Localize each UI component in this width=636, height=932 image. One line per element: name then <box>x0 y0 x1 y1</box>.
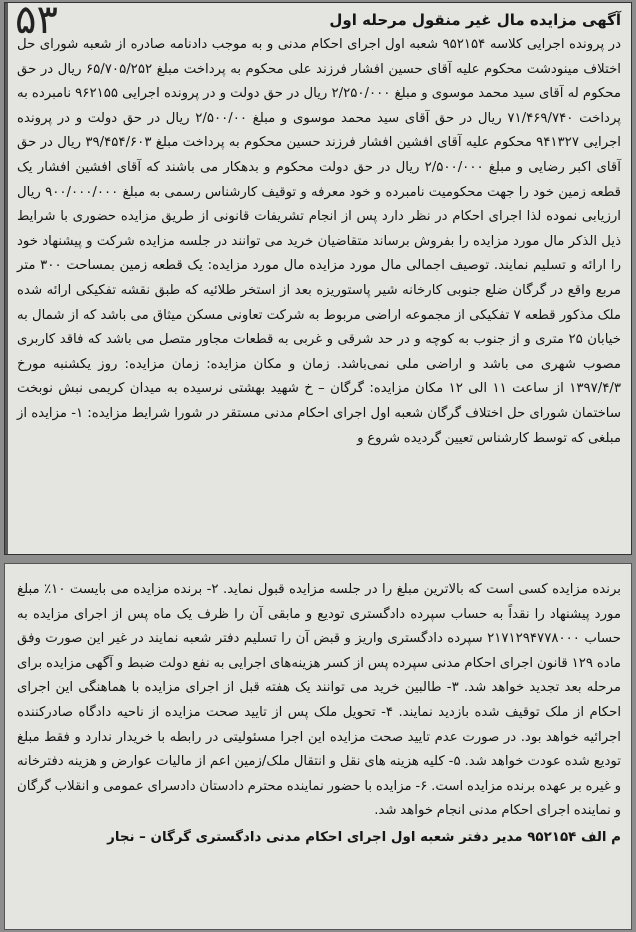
notice-body-part1: در پرونده اجرایی کلاسه ۹۵۲۱۵۴ شعبه اول اجرای احکام مدنی و به موجب دادنامه صادره از شعبه شورای حل اختلاف مینودشت محکوم علیه آقای حسین افشار فرزند علی محکوم به پرداخت مبلغ ۶۵/۷۰۵/۲۵۲ ریال در حق محکوم له آقای سید محمد موسوی و مبلغ ۲/۲۵۰/۰۰۰ ریال در حق دولت و در پرونده اجرایی ۹۶۲۱۵۵ نامبرده به پرداخت ۷۱/۴۶۹/۷۴۰ ریال در حق آقای سید محمد موسوی و مبلغ ۲/۵۰۰/۰۰ ریال در حق دولت و در پرونده اجرایی ۹۴۱۳۲۷ محکوم علیه آقای افشین افشار فرزند حسین محکوم به پرداخت مبلغ ۳۹/۴۵۴/۶۰۳ ریال در حق آقای اکبر رضایی و مبلغ ۲/۵۰۰/۰۰۰ ریال در حق دولت محکوم و بدهکار می باشند که آقای افشین افشار یک قطعه زمین خود را جهت محکومیت نامبرده و خود معرفه و توقیف کارشناس رسمی به مبلغ ۹۰۰/۰۰۰/۰۰۰ ریال ارزیابی نموده لذا اجرای احکام در نظر دارد پس از انجام تشریفات قانونی از طریق مزایده حضوری با شرایط ذیل الذکر مال مورد مزایده را بفروش برساند متقاضیان خرید می توانند در جلسه مزایده شرکت و پیشنهاد خود را ارائه و تسلیم نمایند. توصیف اجمالی مال مورد مزایده مال مورد مزایده: یک قطعه زمین بمساحت ۳۰۰ متر مربع واقع در گرگان ضلع جنوبی کارخانه شیر پاستوریزه بعد از استخر طلائیه که طبق نقشه تفکیکی ارائه شده ملک مذکور قطعه ۷ تفکیکی از مجموعه اراضی مربوط به شرکت تعاونی مسکن میثاق می باشد که از شمال به خیابان ۲۵ متری و از جنوب به کوچه و در حد شرقی و غربی به قطعات مجاور متصل می باشد که فاقد کاربری مصوب شهری می باشد و اراضی ملی نمی‌باشد. زمان و مکان مزایده: زمان مزایده: روز یکشنبه مورخ ۱۳۹۷/۴/۳ از ساعت ۱۱ الی ۱۲ مکان مزایده: گرگان – خ شهید بهشتی نرسیده به میدان کریمی نبش نوبخت ساختمان شورای حل اختلاف گرگان شعبه اول اجرای احکام مدنی مستقر در شورا شرایط مزایده: ۱- مزایده از مبلغی که توسط کارشناس تعیین گردیده شروع و <box>17 37 622 446</box>
notice-clipping-bottom <box>4 563 632 930</box>
notice-clipping-top <box>4 2 632 555</box>
handwritten-number: ۵۳ <box>15 2 58 43</box>
notice-title: آگهی مزایده مال غیر منقول مرحله اول <box>329 11 621 29</box>
notice-signature: م الف ۹۵۲۱۵۴ مدیر دفتر شعبه اول اجرای احکام مدنی دادگستری گرگان – نجار <box>107 829 621 845</box>
notice-body-part2: برنده مزایده کسی است که بالاترین مبلغ را در جلسه مزایده قبول نماید. ۲- برنده مزایده می بایست ۱۰٪ مبلغ مورد پیشنهاد را نقداً به حساب سپرده دادگستری تودیع و مابقی آن را ظرف یک ماه پس از اجرای مزایده به حساب ۲۱۷۱۲۹۴۷۷۸۰۰۰ سپرده دادگستری واریز و قبض آن را تسلیم دفتر شعبه نمایند در غیر این صورت وفق ماده ۱۲۹ قانون اجرای احکام مدنی سپرده پس از کسر هزینه‌های اجرایی به نفع دولت ضبط و آگهی مزایده برای مرحله بعد تجدید خواهد شد. ۳- طالبین خرید می توانند یک هفته قبل از اجرای مزایده با هماهنگی این اجرای احکام از ملک توقیف شده بازدید نمایند. ۴- تحویل ملک پس از تایید صحت مزایده از ناحیه دادگاه صادرکننده اجرائیه خواهد بود. در صورت عدم تایید صحت مزایده این اجرا مسئولیتی در رابطه با خریدار ندارد و فقط مبلغ تودیع شده عودت خواهد شد. ۵- کلیه هزینه های نقل و انتقال ملک/زمین اعم از مالیات عوارض و هزینه دفترخانه و غیره بر عهده برنده مزایده است. ۶- مزایده با حضور نماینده محترم دادستان دادسرای عمومی و انقلاب گرگان و نماینده اجرای احکام مدنی انجام خواهد شد. <box>17 582 622 819</box>
clipping-edge <box>5 3 8 554</box>
